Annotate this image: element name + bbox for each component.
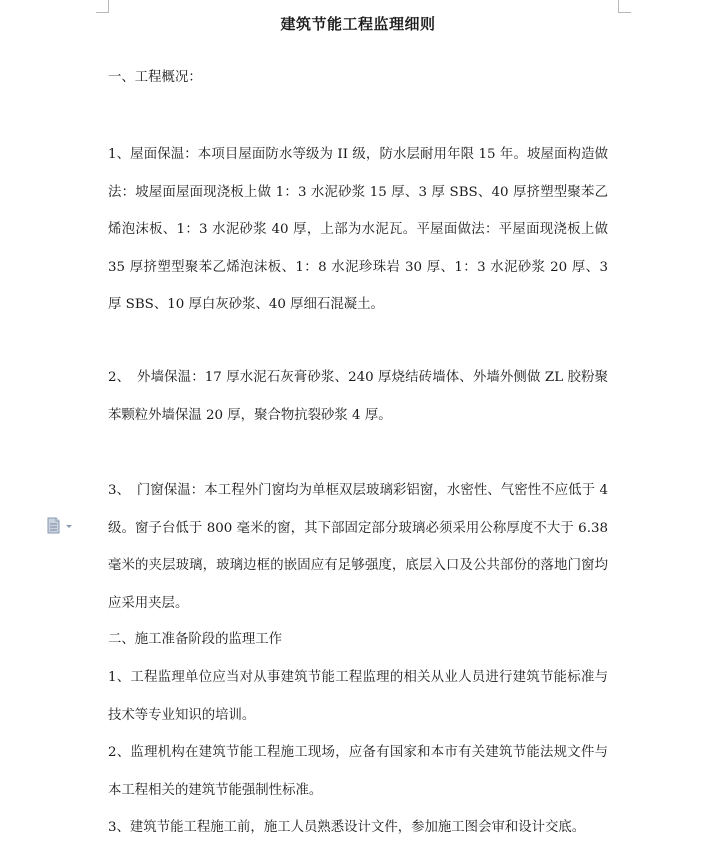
document-options-icon[interactable] (46, 517, 76, 535)
section-heading-preparation: 二、施工准备阶段的监理工作 (108, 632, 283, 647)
paragraph-roof-insulation: 1、屋面保温：本项目屋面防水等级为 II 级，防水层耐用年限 15 年。坡屋面构造做法：坡屋面屋面现浇板上做 1：3 水泥砂浆 15 厚、3 厚 SBS、40 厚挤塑型聚苯乙烯泡沫板、1：3 水泥砂浆 40 厚，上部为水泥瓦。平屋面做法：平屋面现浇板上做 35 厚挤塑型聚苯乙烯泡沫板、1：8 水泥珍珠岩 30 厚、1：3 水泥砂浆 20 厚、3 厚 SBS、10 厚白灰砂浆、40 厚细石混凝土。 (108, 147, 608, 312)
paragraph-training: 1、工程监理单位应当对从事建筑节能工程监理的相关从业人员进行建筑节能标准与技术等专业知识的培训。 (108, 670, 608, 723)
page-corner-mark-top-right (618, 0, 631, 13)
paragraph-design-review: 3、建筑节能工程施工前，施工人员熟悉设计文件，参加施工图会审和设计交底。 (108, 820, 586, 835)
section-heading-overview: 一、工程概况： (108, 70, 202, 85)
document-title: 建筑节能工程监理细则 (280, 15, 436, 33)
paragraph-regulations: 2、监理机构在建筑节能工程施工现场，应备有国家和本市有关建筑节能法规文件与本工程相关的建筑节能强制性标准。 (108, 745, 608, 798)
paragraph-window-insulation: 3、 门窗保温：本工程外门窗均为单框双层玻璃彩铝窗，水密性、气密性不应低于 4 级。窗子台低于 800 毫米的窗，其下部固定部分玻璃必须采用公称厚度不大于 6.38 毫米的夹层玻璃，玻璃边框的嵌固应有足够强度，底层入口及公共部份的落地门窗均应采用夹层。 (108, 483, 608, 611)
paragraph-wall-insulation: 2、 外墙保温：17 厚水泥石灰膏砂浆、240 厚烧结砖墙体、外墙外侧做 ZL 胶粉聚苯颗粒外墙保温 20 厚，聚合物抗裂砂浆 4 厚。 (108, 370, 608, 423)
